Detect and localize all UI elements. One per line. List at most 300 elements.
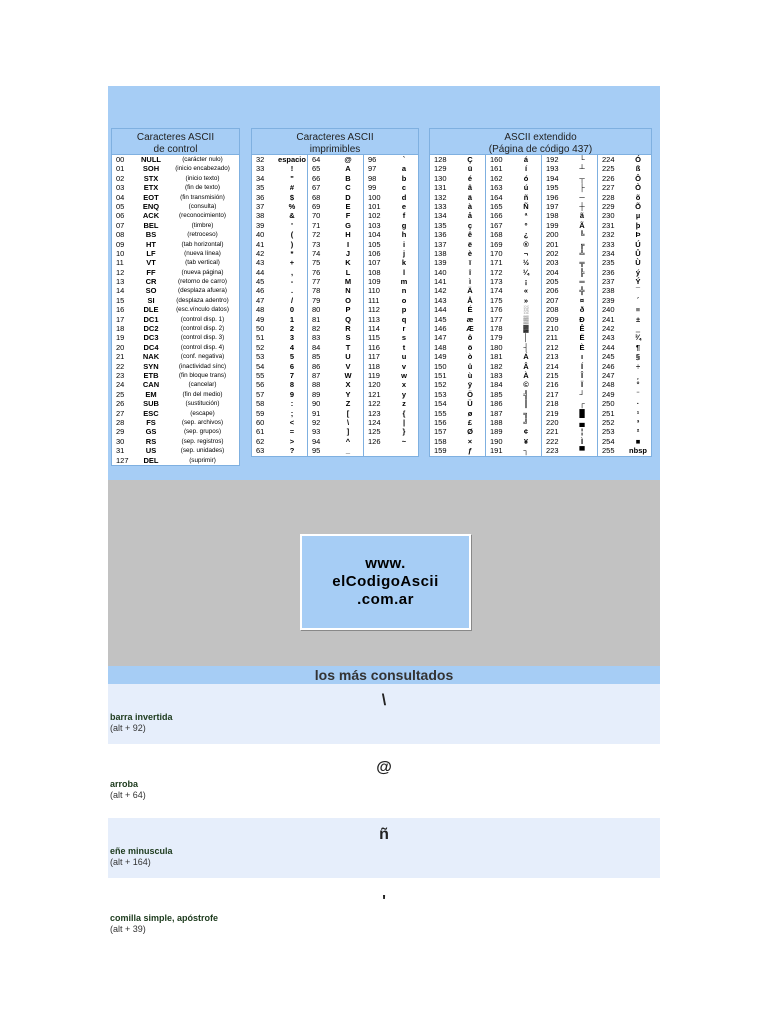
ascii-code: 47: [256, 295, 265, 305]
ascii-code: 157: [434, 427, 447, 437]
ascii-code: 01: [116, 164, 125, 174]
ascii-abbreviation: GS: [145, 427, 157, 437]
table-row: [486, 258, 541, 267]
table-row: [112, 183, 239, 192]
ascii-code: 189: [490, 427, 503, 437]
ascii-character: a: [401, 164, 407, 174]
table-row: [364, 380, 419, 389]
ascii-code: 133: [434, 201, 447, 211]
ascii-abbreviation: RS: [145, 436, 157, 446]
ascii-character: ð: [579, 305, 585, 315]
ascii-character: Ø: [467, 427, 473, 437]
ascii-character: ¡: [524, 277, 528, 287]
ascii-character: ÷: [635, 361, 641, 371]
table-row: [112, 268, 239, 277]
ascii-character: ¼: [522, 267, 530, 277]
ascii-code: 11: [116, 258, 124, 268]
ascii-code: 10: [116, 248, 125, 258]
table-row: [542, 258, 597, 267]
table-row: [486, 268, 541, 277]
table-row: [486, 221, 541, 230]
ascii-character: è: [467, 248, 473, 258]
ascii-character: _: [345, 446, 351, 456]
table-row: [112, 456, 239, 465]
ascii-character: õ: [635, 192, 641, 202]
table-row: [308, 183, 363, 192]
ascii-code: 50: [256, 324, 265, 334]
table-row: [430, 333, 485, 342]
table-row: [542, 202, 597, 211]
ascii-abbreviation: HT: [146, 239, 156, 249]
table-row: [598, 249, 653, 258]
table-row: [112, 164, 239, 173]
ascii-character: L: [345, 267, 351, 277]
ascii-code: 103: [368, 220, 381, 230]
ascii-code: 13: [116, 277, 125, 287]
ascii-code: 206: [546, 286, 559, 296]
ascii-character: k: [401, 258, 407, 268]
logo-line-2: elCodigoAscii: [332, 573, 439, 590]
table-row: [252, 380, 307, 389]
ascii-abbreviation: CR: [145, 277, 157, 287]
ascii-code: 102: [368, 211, 381, 221]
ascii-code: 155: [434, 408, 447, 418]
ascii-character: B: [345, 173, 351, 183]
ascii-description: (tab vertical): [185, 259, 220, 267]
table-row: [364, 324, 419, 333]
ascii-code: 140: [434, 267, 447, 277]
ascii-character: }: [402, 427, 406, 437]
table-row: [542, 296, 597, 305]
ascii-character: J: [345, 248, 351, 258]
ascii-code: 31: [116, 446, 125, 456]
ascii-code: 115: [368, 333, 380, 343]
table-row: [364, 202, 419, 211]
ascii-character: Ï: [580, 380, 584, 390]
table-row: [486, 333, 541, 342]
ascii-code: 14: [116, 286, 125, 296]
ascii-character: T: [345, 342, 351, 352]
table-row: [364, 240, 419, 249]
ascii-character: =: [289, 427, 295, 437]
ascii-character: æ: [466, 314, 474, 324]
ascii-character: ª: [524, 211, 528, 221]
table-row: [430, 315, 485, 324]
table-row: [308, 305, 363, 314]
ascii-code: 252: [602, 417, 615, 427]
table-row: [112, 286, 239, 295]
ascii-code: 128: [434, 155, 447, 164]
table-row: [112, 221, 239, 230]
ascii-character: ³: [636, 417, 640, 427]
ascii-character: ½: [522, 258, 530, 268]
ascii-code: 156: [434, 417, 447, 427]
ascii-character: {: [402, 408, 406, 418]
ascii-code: 51: [256, 333, 265, 343]
table-row: [598, 324, 653, 333]
ascii-character: &: [289, 211, 295, 221]
ascii-character: ╠: [579, 267, 585, 277]
ascii-character: ó: [523, 173, 529, 183]
table-row: [430, 183, 485, 192]
ascii-code: 68: [312, 192, 321, 202]
extended-panel-title: ASCII extendido: [504, 132, 577, 143]
ascii-character: ~: [401, 436, 407, 446]
ascii-code: 213: [546, 352, 559, 362]
ascii-code: 32: [256, 155, 265, 164]
table-row: [542, 164, 597, 173]
ascii-character: 1: [289, 314, 295, 324]
ascii-character: Ñ: [523, 201, 529, 211]
ascii-character: n: [401, 286, 407, 296]
ascii-character: Y: [345, 389, 351, 399]
ascii-character: ^: [345, 436, 351, 446]
ascii-character: ¢: [523, 427, 529, 437]
ascii-character: ô: [467, 333, 473, 343]
ascii-code: 21: [116, 352, 125, 362]
table-row: [542, 230, 597, 239]
ascii-character: espacio: [278, 155, 306, 164]
ascii-code: 85: [312, 352, 321, 362]
table-row: [364, 193, 419, 202]
ascii-code: 18: [116, 324, 125, 334]
ascii-description: (sep. grupos): [183, 428, 222, 436]
ascii-code: 250: [602, 399, 615, 409]
table-row: [486, 286, 541, 295]
consulted-item[interactable]: [108, 751, 660, 811]
table-row: [308, 324, 363, 333]
ascii-code: 188: [490, 417, 503, 427]
ascii-code: 69: [312, 201, 321, 211]
ascii-character: I: [346, 239, 350, 249]
ascii-character: ¤: [579, 295, 585, 305]
ascii-character: E: [345, 201, 351, 211]
ascii-code: 241: [602, 314, 615, 324]
table-row: [542, 324, 597, 333]
table-row: [308, 164, 363, 173]
ascii-abbreviation: ESC: [143, 408, 159, 418]
ascii-character: á: [523, 155, 529, 164]
ascii-code: 144: [434, 305, 447, 315]
ascii-character: ê: [467, 230, 473, 240]
ascii-character: ╔: [579, 239, 585, 249]
table-row: [430, 427, 485, 436]
table-row: [542, 221, 597, 230]
table-row: [308, 193, 363, 202]
ascii-description: (control disp. 4): [180, 343, 225, 351]
ascii-code: 72: [312, 230, 321, 240]
table-row: [252, 249, 307, 258]
ascii-code: 254: [602, 436, 615, 446]
ascii-character: í: [524, 164, 528, 174]
ascii-code: 30: [116, 436, 125, 446]
ascii-character: ╬: [579, 286, 585, 296]
ascii-code: 22: [116, 361, 125, 371]
ascii-character: «: [523, 286, 529, 296]
table-row: [598, 183, 653, 192]
ascii-code: 49: [256, 314, 265, 324]
table-row: [112, 240, 239, 249]
ascii-code: 176: [490, 305, 503, 315]
ascii-code: 54: [256, 361, 265, 371]
ascii-character: Ë: [579, 333, 585, 343]
extended-panel-header: [430, 129, 651, 155]
ascii-character: h: [401, 230, 407, 240]
ascii-code: 76: [312, 267, 321, 277]
ascii-character: o: [401, 295, 407, 305]
table-row: [598, 164, 653, 173]
ascii-character: ‗: [635, 324, 641, 334]
consulted-alt-code: (alt + 39): [110, 924, 146, 934]
table-row: [364, 305, 419, 314]
table-row: [598, 343, 653, 352]
table-row: [430, 249, 485, 258]
table-row: [430, 371, 485, 380]
ascii-description: (escape): [190, 409, 215, 417]
ascii-character: X: [345, 380, 351, 390]
ascii-code: 221: [546, 427, 559, 437]
ascii-character: ù: [467, 370, 473, 380]
ascii-character: ┬: [579, 173, 585, 183]
ascii-character: à: [467, 201, 473, 211]
ascii-code: 33: [256, 164, 265, 174]
ascii-code: 132: [434, 192, 447, 202]
table-row: [542, 193, 597, 202]
ascii-code: 46: [256, 286, 265, 296]
ascii-character: ├: [579, 183, 585, 193]
ascii-character: ,: [290, 267, 294, 277]
ascii-code: 89: [312, 389, 321, 399]
ascii-code: 232: [602, 230, 615, 240]
table-row: [430, 362, 485, 371]
table-row: [364, 230, 419, 239]
ascii-code: 95: [312, 446, 321, 456]
table-row: [364, 427, 419, 436]
ascii-code: 222: [546, 436, 559, 446]
ascii-character: !: [290, 164, 294, 174]
ascii-character: :: [290, 399, 294, 409]
ascii-code: 36: [256, 192, 265, 202]
ascii-character: ┤: [523, 342, 529, 352]
ascii-description: (fin del medio): [182, 390, 223, 398]
ascii-code: 91: [312, 408, 321, 418]
ascii-code: 92: [312, 417, 321, 427]
table-row: [112, 296, 239, 305]
ascii-character: c: [401, 183, 407, 193]
ascii-code: 231: [602, 220, 615, 230]
ascii-code: 113: [368, 314, 380, 324]
most-consulted-title: los más consultados: [108, 666, 660, 684]
ascii-code: 170: [490, 248, 503, 258]
ascii-character: ¹: [636, 408, 640, 418]
ascii-character: Ä: [467, 286, 473, 296]
ascii-code: 255: [602, 446, 615, 456]
table-row: [430, 305, 485, 314]
table-row: [486, 390, 541, 399]
ascii-character: ·: [636, 399, 640, 409]
control-panel-header: [112, 129, 239, 155]
ascii-code: 220: [546, 417, 559, 427]
ascii-code: 40: [256, 230, 265, 240]
table-row: [364, 183, 419, 192]
ascii-character: ö: [467, 342, 473, 352]
table-row: [252, 296, 307, 305]
ascii-character: ": [290, 173, 294, 183]
ascii-code: 174: [490, 286, 503, 296]
ascii-code: 39: [256, 220, 265, 230]
ascii-description: (fin bloque trans): [178, 371, 227, 379]
extended-panel-body: [430, 155, 651, 456]
ascii-character: ú: [523, 183, 529, 193]
ascii-character: 9: [289, 389, 295, 399]
table-row: [364, 164, 419, 173]
extended-column: [430, 155, 486, 456]
page: [108, 86, 660, 945]
table-row: [542, 409, 597, 418]
table-row: [252, 362, 307, 371]
printable-column: [308, 155, 364, 456]
ascii-character: Á: [523, 352, 529, 362]
table-row: [252, 409, 307, 418]
table-row: [112, 258, 239, 267]
table-row: [112, 230, 239, 239]
ascii-code: 53: [256, 352, 265, 362]
ascii-character: ■: [635, 436, 641, 446]
table-row: [252, 155, 307, 164]
consulted-item[interactable]: [108, 818, 660, 878]
ascii-character: Ð: [579, 314, 585, 324]
ascii-code: 236: [602, 267, 615, 277]
table-row: [112, 390, 239, 399]
table-row: [252, 446, 307, 455]
consulted-item[interactable]: [108, 885, 660, 945]
ascii-code: 169: [490, 239, 503, 249]
ascii-code: 124: [368, 417, 381, 427]
ascii-code: 227: [602, 183, 615, 193]
ascii-code: 16: [116, 305, 125, 315]
ascii-code: 15: [116, 295, 125, 305]
ascii-character: /: [290, 295, 294, 305]
ascii-code: 146: [434, 324, 447, 334]
table-row: [252, 230, 307, 239]
ascii-character: M: [344, 277, 352, 287]
ascii-abbreviation: FS: [146, 417, 156, 427]
ascii-code: 183: [490, 370, 503, 380]
table-row: [542, 352, 597, 361]
ascii-code: 35: [256, 183, 265, 193]
ascii-character: Í: [580, 361, 584, 371]
ascii-character: ı: [580, 352, 584, 362]
ascii-character: ┘: [579, 389, 585, 399]
ascii-character: ²: [636, 427, 640, 437]
table-row: [486, 164, 541, 173]
site-logo-link[interactable]: [300, 534, 471, 630]
ascii-description: (reconocimiento): [179, 212, 226, 220]
ascii-character: å: [467, 211, 473, 221]
ascii-character: ╣: [523, 389, 529, 399]
table-row: [252, 399, 307, 408]
ascii-code: 167: [490, 220, 503, 230]
table-row: [598, 446, 653, 455]
logo-line-1: www.: [365, 555, 406, 572]
ascii-character: 3: [289, 333, 295, 343]
table-row: [364, 343, 419, 352]
ascii-abbreviation: DC2: [143, 324, 159, 334]
table-row: [364, 221, 419, 230]
ascii-abbreviation: LF: [146, 248, 156, 258]
table-row: [252, 390, 307, 399]
table-row: [364, 211, 419, 220]
ascii-character: j: [402, 248, 406, 258]
table-row: [308, 371, 363, 380]
ascii-code: 27: [116, 408, 125, 418]
printable-panel-body: [252, 155, 418, 456]
ascii-code: 123: [368, 408, 381, 418]
printable-column: [364, 155, 419, 456]
ascii-code: 44: [256, 267, 265, 277]
table-row: [486, 193, 541, 202]
ascii-code: 104: [368, 230, 381, 240]
ascii-description: (sustitución): [185, 400, 220, 408]
table-row: [364, 409, 419, 418]
table-row: [486, 343, 541, 352]
table-row: [430, 155, 485, 164]
table-row: [308, 333, 363, 342]
ascii-character: Ú: [635, 239, 641, 249]
ascii-code: 161: [490, 164, 503, 174]
ascii-table-area: [108, 122, 660, 480]
table-row: [430, 446, 485, 455]
ascii-description: (inactividad sínc): [178, 362, 227, 370]
table-row: [364, 155, 419, 164]
ascii-code: 199: [546, 220, 559, 230]
ascii-code: 203: [546, 258, 559, 268]
ascii-character: nbsp: [629, 446, 647, 456]
ascii-character: e: [401, 201, 407, 211]
table-row: [542, 418, 597, 427]
ascii-code: 121: [368, 389, 381, 399]
consulted-symbol: \: [381, 692, 387, 709]
ascii-code: 182: [490, 361, 503, 371]
ascii-character: Ö: [467, 389, 473, 399]
ascii-code: 52: [256, 342, 265, 352]
ascii-code: 116: [368, 342, 380, 352]
ascii-code: 88: [312, 380, 321, 390]
ascii-character: ╝: [523, 417, 529, 427]
ascii-code: 61: [256, 427, 265, 437]
ascii-character: 4: [289, 342, 295, 352]
consulted-item[interactable]: [108, 684, 660, 744]
table-row: [486, 418, 541, 427]
ascii-character: ç: [467, 220, 473, 230]
ascii-character: ¨: [636, 389, 640, 399]
ascii-character: ø: [467, 408, 473, 418]
ascii-code: 245: [602, 352, 615, 362]
table-row: [112, 249, 239, 258]
ascii-code: 05: [116, 201, 125, 211]
table-row: [308, 352, 363, 361]
ascii-code: 225: [602, 164, 615, 174]
ascii-code: 142: [434, 286, 447, 296]
table-row: [598, 380, 653, 389]
ascii-character: ü: [467, 164, 473, 174]
ascii-code: 87: [312, 370, 321, 380]
ascii-character: u: [401, 352, 407, 362]
table-row: [486, 155, 541, 164]
ascii-code: 106: [368, 248, 381, 258]
consulted-symbol: ñ: [379, 826, 389, 843]
ascii-code: 90: [312, 399, 321, 409]
